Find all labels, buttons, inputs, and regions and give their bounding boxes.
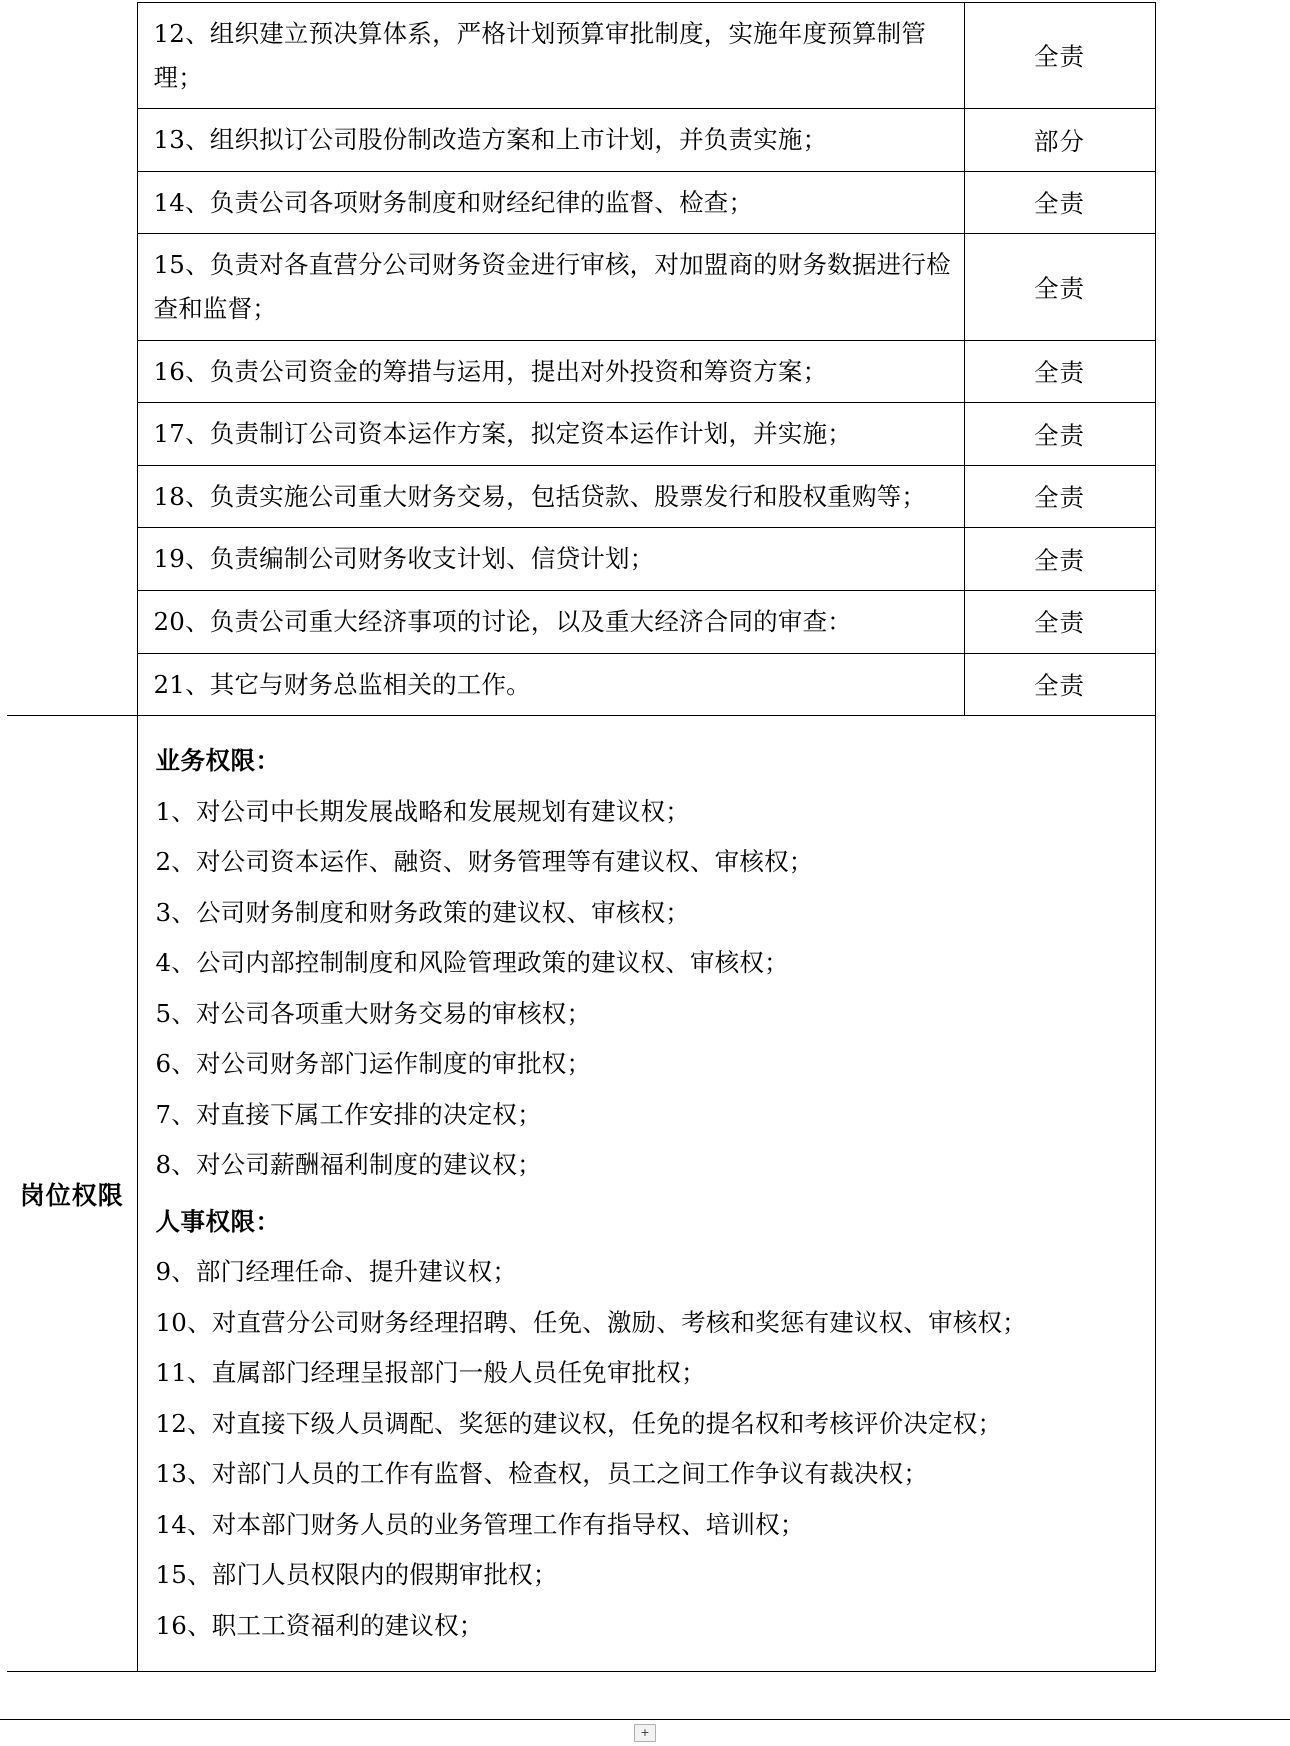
authority-item: 4、公司内部控制制度和风险管理政策的建议权、审核权； (155, 948, 789, 978)
authority-item: 7、对直接下属工作安排的决定权； (155, 1099, 542, 1129)
table-row (7, 591, 1155, 654)
table-row (7, 465, 1155, 528)
duty-responsibility: 部分 (964, 109, 1155, 172)
authority-item: 10、对直营分公司财务经理招聘、任免、激励、考核和奖惩有建议权、审核权； (155, 1307, 1027, 1337)
label-column-spacer (7, 403, 137, 466)
label-column-spacer (7, 109, 137, 172)
authority-content (137, 716, 1155, 1672)
authority-item: 16、职工工资福利的建议权； (155, 1610, 484, 1640)
label-column-spacer (7, 653, 137, 716)
duty-text: 18、负责实施公司重大财务交易，包括贷款、股票发行和股权重购等； (137, 465, 964, 528)
duty-text: 19、负责编制公司财务收支计划、信贷计划； (137, 528, 964, 591)
authority-section-heading: 业务权限： (155, 746, 281, 776)
duty-text: 14、负责公司各项财务制度和财经纪律的监督、检查； (137, 171, 964, 234)
label-column-spacer (7, 340, 137, 403)
label-column-spacer (7, 234, 137, 340)
duty-responsibility: 全责 (964, 465, 1155, 528)
authority-item: 11、直属部门经理呈报部门一般人员任免审批权； (155, 1358, 706, 1388)
document-page (0, 2, 1290, 1746)
label-column-spacer (7, 171, 137, 234)
duty-responsibility: 全责 (964, 171, 1155, 234)
authority-item: 14、对本部门财务人员的业务管理工作有指导权、培训权； (155, 1509, 805, 1539)
duty-text: 12、组织建立预决算体系，严格计划预算审批制度，实施年度预算制管理； (137, 3, 964, 109)
label-column-spacer (7, 3, 137, 109)
authority-row (7, 716, 1155, 1672)
duty-responsibility: 全责 (964, 528, 1155, 591)
authority-item: 12、对直接下级人员调配、奖惩的建议权，任免的提名权和考核评价决定权； (155, 1408, 1003, 1438)
duty-responsibility: 全责 (964, 653, 1155, 716)
page-break-divider (0, 1719, 1290, 1746)
table-row (7, 528, 1155, 591)
duty-text: 15、负责对各直营分公司财务资金进行审核，对加盟商的财务数据进行检查和监督； (137, 234, 964, 340)
authority-item: 5、对公司各项重大财务交易的审核权； (155, 998, 592, 1028)
label-column-spacer (7, 528, 137, 591)
duty-responsibility: 全责 (964, 3, 1155, 109)
authority-item: 3、公司财务制度和财务政策的建议权、审核权； (155, 897, 690, 927)
authority-item: 13、对部门人员的工作有监督、检查权，员工之间工作争议有裁决权； (155, 1459, 929, 1489)
authority-item: 9、部门经理任命、提升建议权； (155, 1257, 518, 1287)
table-row (7, 109, 1155, 172)
duty-text: 20、负责公司重大经济事项的讨论，以及重大经济合同的审查： (137, 591, 964, 654)
duty-text: 16、负责公司资金的筹措与运用，提出对外投资和筹资方案； (137, 340, 964, 403)
duty-responsibility: 全责 (964, 591, 1155, 654)
table-row (7, 171, 1155, 234)
authority-item: 6、对公司财务部门运作制度的审批权； (155, 1049, 592, 1079)
label-column-spacer (7, 465, 137, 528)
authority-section-heading: 人事权限： (155, 1206, 281, 1236)
label-column-spacer (7, 591, 137, 654)
job-description-table (7, 2, 1156, 1672)
duty-text: 17、负责制订公司资本运作方案，拟定资本运作计划，并实施； (137, 403, 964, 466)
authority-item: 15、部门人员权限内的假期审批权； (155, 1560, 558, 1590)
table-body (7, 3, 1155, 1672)
duty-responsibility: 全责 (964, 234, 1155, 340)
duty-responsibility: 全责 (964, 403, 1155, 466)
table-row (7, 3, 1155, 109)
table-row (7, 234, 1155, 340)
authority-label: 岗位权限 (7, 716, 137, 1672)
authority-item: 8、对公司薪酬福利制度的建议权； (155, 1150, 542, 1180)
duty-text: 21、其它与财务总监相关的工作。 (137, 653, 964, 716)
table-row (7, 653, 1155, 716)
duty-responsibility: 全责 (964, 340, 1155, 403)
table-row (7, 340, 1155, 403)
duty-text: 13、组织拟订公司股份制改造方案和上市计划，并负责实施； (137, 109, 964, 172)
expand-page-break-button[interactable]: + (634, 1724, 656, 1742)
authority-item: 1、对公司中长期发展战略和发展规划有建议权； (155, 796, 690, 826)
table-row (7, 403, 1155, 466)
authority-item: 2、对公司资本运作、融资、财务管理等有建议权、审核权； (155, 847, 814, 877)
